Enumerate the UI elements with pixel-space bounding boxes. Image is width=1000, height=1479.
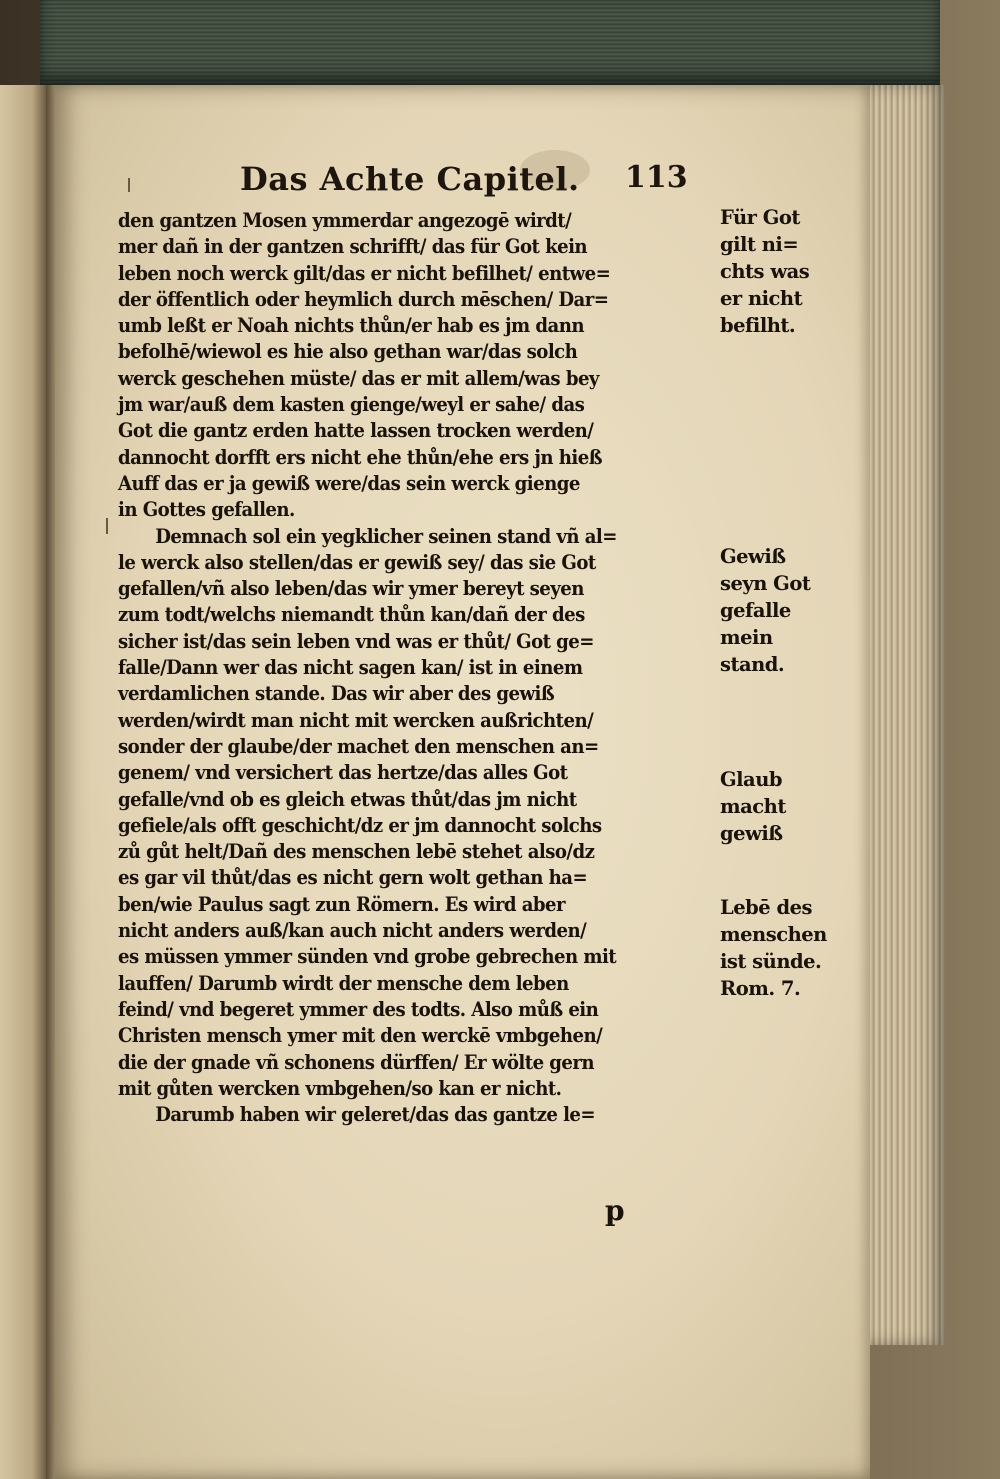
text-line: sicher ist/das sein leben vnd was er thůt/ Got ge=	[118, 629, 594, 653]
running-header	[240, 160, 688, 206]
marginal-note	[720, 204, 845, 339]
signature-mark: p	[605, 1194, 625, 1227]
text-line: leben noch werck gilt/das er nicht befilhet/ entwe=	[118, 261, 611, 285]
text-line: werden/wirdt man nicht mit wercken außrichten/	[118, 708, 594, 732]
marginal-note-line: mein	[720, 626, 773, 649]
text-line: befolhē/wiewol es hie also gethan war/das solch	[118, 340, 578, 364]
text-line: dannocht dorfft ers nicht ehe thůn/ehe ers jn hieß	[118, 445, 602, 469]
marginal-note-line: er nicht	[720, 287, 803, 310]
text-line: in Gottes gefallen.	[118, 498, 295, 522]
paragraph-start-line: Demnach sol ein yegklicher seinen stand vñ al=	[155, 524, 617, 548]
page-mark	[128, 178, 130, 192]
main-text-block	[118, 208, 676, 1128]
text-line: mer dañ in der gantzen schrifft/ das für Got kein	[118, 235, 588, 259]
marginal-note-line: seyn Got	[720, 572, 811, 595]
marginal-note-line: Gewiß	[720, 545, 786, 568]
text-line: den gantzen Mosen ymmerdar angezogē wirdt/	[118, 209, 572, 232]
text-line: Got die gantz erden hatte lassen trocken werden/	[118, 419, 594, 443]
text-line: sonder der glaube/der machet den menschen an=	[118, 734, 599, 758]
page-number: 113	[625, 160, 688, 195]
left-page-edge	[0, 85, 46, 1479]
text-line: Christen mensch ymer mit den werckē vmbgehen/	[118, 1024, 603, 1048]
text-line: jm war/auß dem kasten gienge/weyl er sahe/ das	[118, 393, 585, 417]
marginal-note-line: gilt ni=	[720, 233, 799, 256]
text-line: zum todt/welchs niemandt thůn kan/dañ der des	[118, 603, 585, 627]
marginal-note-line: chts was	[720, 260, 810, 283]
marginal-note	[720, 894, 845, 1002]
text-line: feind/ vnd begeret ymmer des todts. Also můß ein	[118, 997, 599, 1021]
marginal-note-line: befilht.	[720, 314, 796, 337]
marginal-note-line: gewiß	[720, 822, 783, 845]
text-line: es gar vil thůt/das es nicht gern wolt gethan ha=	[118, 866, 588, 890]
marginal-note-line: menschen	[720, 923, 827, 946]
marginal-note-line: ist sünde.	[720, 950, 822, 973]
text-line: es müssen ymmer sünden vnd grobe gebrechen mit	[118, 945, 617, 969]
text-line: werck geschehen müste/ das er mit allem/was bey	[118, 366, 599, 390]
text-line: umb leßt er Noah nichts thůn/er hab es jm dann	[118, 314, 584, 338]
page-block-top-edge	[40, 0, 940, 85]
marginal-note	[720, 543, 845, 678]
marginal-note-line: Rom. 7.	[720, 977, 801, 1000]
text-line: verdamlichen stande. Das wir aber des gewiß	[118, 682, 555, 706]
marginal-note-line: Lebē des	[720, 896, 812, 919]
text-line: gefalle/vnd ob es gleich etwas thůt/das jm nicht	[118, 787, 577, 811]
fore-edge-pages	[870, 85, 945, 1345]
text-line: ben/wie Paulus sagt zun Römern. Es wird aber	[118, 892, 566, 916]
text-line: gefiele/als offt geschicht/dz er jm dannocht solchs	[118, 813, 602, 837]
text-line: zů gůt helt/Dañ des menschen lebē stehet also/dz	[118, 840, 595, 864]
marginal-note-line: stand.	[720, 653, 785, 676]
text-line: der öffentlich oder heymlich durch mēschen/ Dar=	[118, 287, 609, 311]
text-line: gefallen/vñ also leben/das wir ymer bereyt seyen	[118, 577, 584, 601]
marginal-note-line: Für Got	[720, 206, 800, 229]
marginal-note-line: macht	[720, 795, 786, 818]
text-line: falle/Dann wer das nicht sagen kan/ ist in einem	[118, 656, 583, 680]
marginal-note	[720, 766, 845, 847]
text-line: nicht anders auß/kan auch nicht anders werden/	[118, 919, 587, 943]
text-line: lauffen/ Darumb wirdt der mensche dem leben	[118, 971, 569, 995]
marginal-note-line: gefalle	[720, 599, 791, 622]
page-mark	[106, 518, 108, 534]
text-line: genem/ vnd versichert das hertze/das alles Got	[118, 761, 568, 785]
paragraph-start-line: Darumb haben wir geleret/das das gantze le=	[155, 1103, 596, 1127]
chapter-title: Das Achte Capitel.	[240, 160, 580, 198]
text-line: mit gůten wercken vmbgehen/so kan er nicht.	[118, 1076, 562, 1100]
text-line: die der gnade vñ schonens dürffen/ Er wölte gern	[118, 1050, 595, 1074]
text-line: Auff das er ja gewiß were/das sein werck gienge	[118, 471, 580, 495]
text-line: le werck also stellen/das er gewiß sey/ das sie Got	[118, 550, 596, 574]
marginal-note-line: Glaub	[720, 768, 783, 791]
